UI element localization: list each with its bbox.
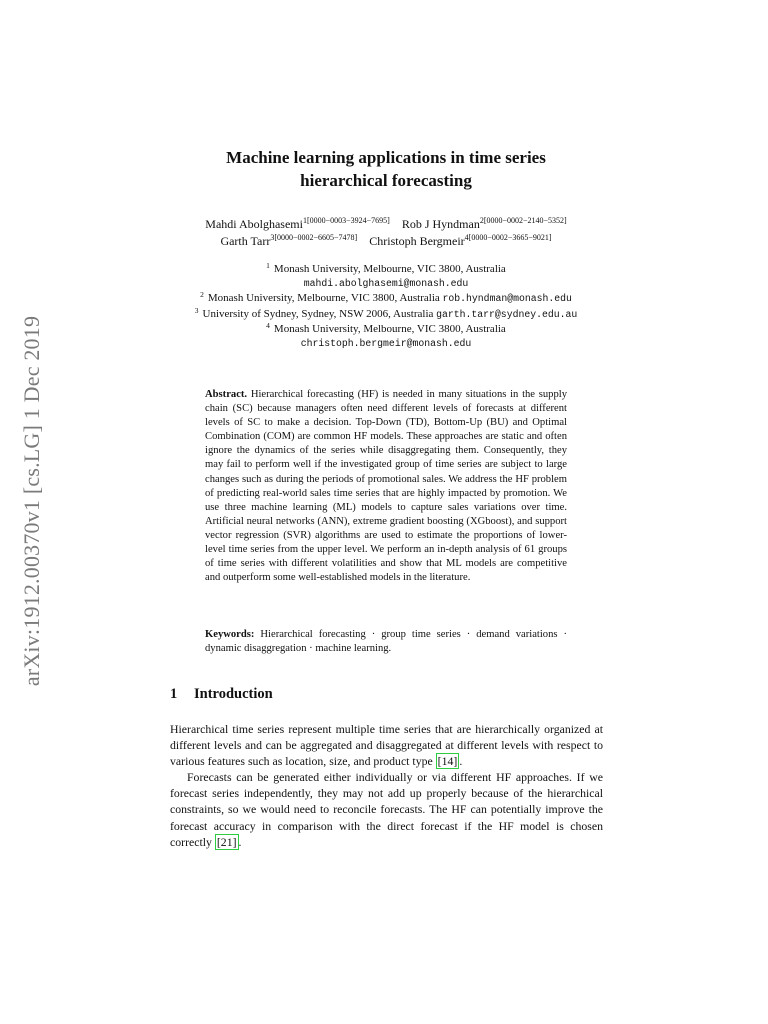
citation-link[interactable]: [14] (437, 754, 458, 769)
arxiv-identifier (18, 283, 46, 718)
author-line-2 (150, 233, 622, 250)
affiliation-index: 1 (266, 261, 270, 270)
body-text (170, 721, 603, 850)
paragraph-text: Forecasts can be generated either individually or via different HF approaches. If we forecast series independently, they may not add up properly because of the hierarchical constraints, so we would need to reconcile forecasts. The HF can potentially improve the forecast accuracy in comparison with the direct forecast if the HF model is chosen correctly (170, 770, 603, 849)
abstract (205, 388, 567, 585)
email-link[interactable]: mahdi.abolghasemi@monash.edu (303, 278, 469, 290)
affiliation-text: Monash University, Melbourne, VIC 3800, Australia (207, 292, 440, 305)
title-line-1: Machine learning applications in time series (226, 148, 546, 167)
affiliation-3 (150, 307, 622, 322)
affiliation-index: 4 (266, 320, 270, 330)
email-link[interactable]: rob.hyndman@monash.edu (442, 293, 572, 305)
affiliation-text: University of Sydney, Sydney, NSW 2006, Australia (202, 307, 434, 320)
paragraph-2: Forecasts can be generated either individually or via different HF approaches. If we forecast series independently, they may not add up properly because of the hierarchical constraints, so we would need to reconcile forecasts. The HF can potentially improve the forecast accuracy in comparison with the direct forecast if the HF model is chosen correctly [21] . (170, 770, 603, 849)
author-index: 3 (270, 233, 275, 242)
arxiv-identifier-text: arXiv:1912.00370v1 [cs.LG] 1 Dec 2019 (19, 315, 45, 686)
email-link[interactable]: garth.tarr@sydney.edu.au (436, 308, 578, 320)
affiliation-2 (150, 291, 622, 306)
author-orcid: [0000−0002−6605−7478] (274, 233, 358, 242)
affiliation-4-email-line (150, 336, 622, 351)
abstract-label: Abstract. (205, 389, 248, 400)
author-list (150, 216, 622, 250)
author-name: Garth Tarr (220, 234, 271, 248)
author-name: Rob J Hyndman (401, 217, 480, 231)
affiliation-text: Monash University, Melbourne, VIC 3800, Australia (273, 322, 506, 335)
affiliation-4 (150, 322, 622, 336)
affiliation-list (150, 262, 622, 351)
author-index: 1 (302, 216, 307, 225)
author-index: 2 (479, 216, 484, 225)
author-orcid: [0000−0002−2140−5352] (483, 216, 567, 225)
section-number: 1 (170, 686, 178, 702)
section-title: Introduction (194, 686, 273, 702)
author-orcid: [0000−0002−3665−9021] (468, 233, 552, 242)
author-line-1 (150, 216, 622, 233)
author-name: Mahdi Abolghasemi (205, 217, 303, 231)
paper-title (170, 146, 602, 192)
keywords-label: Keywords: (205, 629, 255, 640)
citation-link[interactable]: [21] (216, 834, 237, 849)
abstract-text: Hierarchical forecasting (HF) is needed in many situations in the supply chain (SC) because managers often need different levels of forecasts at different levels of SC to make a decision. Top-Down (TD), Bottom-Up (BU) and Optimal Combination (COM) are common HF models. These approaches are static and often ignore the dynamics of the series while disaggregating them. Consequently, they may fail to perform well if the investigated group of time series are subject to large changes such as during the periods of promotional sales. We address the HF problem of predicting real-world sales time series that are highly impacted by promotion. We use three machine learning (ML) models to capture sales variations over time. Artificial neural networks (ANN), extreme gradient boosting (XGboost), and support vector regression (SVR) algorithms are used to estimate the proportions of lower-level time series from the upper level. We perform an in-depth analysis of 61 groups of time series with different volatilities and show that ML models are competitive and outperform some well-established models in the literature. (205, 389, 567, 584)
author-index: 4 (464, 233, 469, 242)
section-heading (170, 686, 273, 703)
email-link[interactable]: christoph.bergmeir@monash.edu (300, 338, 472, 350)
affiliation-1-email-line (150, 276, 622, 291)
affiliation-1 (150, 262, 622, 276)
affiliation-index: 2 (200, 290, 204, 300)
title-line-2: hierarchical forecasting (300, 171, 472, 190)
keywords-text: Hierarchical forecasting · group time series · demand variations · dynamic disaggregation · machine learning. (205, 629, 567, 655)
author-name: Christoph Bergmeir (369, 234, 465, 248)
paragraph-text: Hierarchical time series represent multiple time series that are hierarchically organized at different levels and can be aggregated and disaggregated at different levels with respect to various features such as location, size, and product type (170, 722, 603, 769)
keywords (205, 628, 567, 656)
affiliation-text: Monash University, Melbourne, VIC 3800, Australia (273, 263, 506, 275)
paragraph-1: Hierarchical time series represent multiple time series that are hierarchically organized at different levels and can be aggregated and disaggregated at different levels with respect to various features such as location, size, and product type [14] . (170, 722, 603, 769)
author-orcid: [0000−0003−3924−7695] (306, 216, 390, 225)
affiliation-index: 3 (194, 305, 199, 315)
